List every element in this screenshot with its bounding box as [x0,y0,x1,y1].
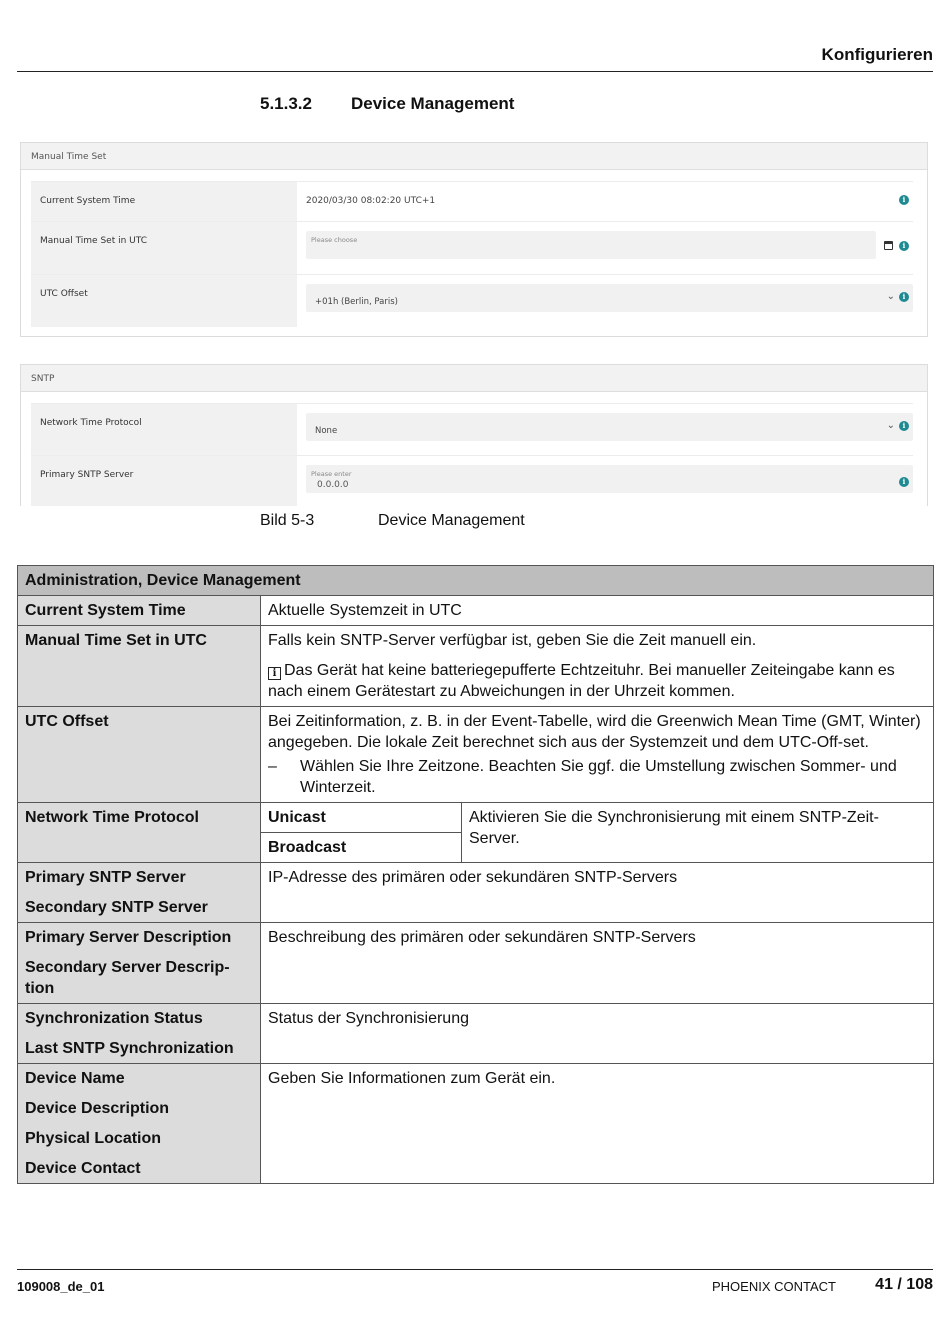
label-line: Secondary SNTP Server [25,899,208,916]
brand-name: PHOENIX CONTACT [712,1279,836,1294]
field-label: Current System Time [31,182,297,221]
note [268,660,926,702]
current-system-time-row [31,182,913,222]
bullet-text: Wählen Sie Ihre Zeitzone. Beachten Sie ggf. die Umstellung zwischen Sommer- und Winterzeit. [300,758,897,796]
label-line: Device Name [25,1070,125,1087]
input-placeholder: Please enter [311,470,352,478]
input-placeholder: Please choose [311,236,358,244]
row-description: Geben Sie Informationen zum Gerät ein. [261,1064,934,1184]
table-row [18,863,934,923]
utc-offset-row [31,275,913,327]
row-label [18,923,261,1004]
row-description: Status der Synchronisierung [261,1004,934,1064]
chevron-down-icon: ⌄ [886,420,895,431]
row-label: Manual Time Set in UTC [18,626,261,707]
chevron-down-icon: ⌄ [886,291,895,302]
table-row [18,1064,934,1184]
row-label [18,863,261,923]
info-icon[interactable]: i [899,421,909,431]
option-label: Broadcast [261,833,462,863]
row-label [18,1004,261,1064]
row-description [261,707,934,803]
panel-title: SNTP [21,365,927,392]
description-text: Bei Zeitinformation, z. B. in der Event-Tabelle, wird die Greenwich Mean Time (GMT, Winter) angegeben. Die lokale Zeit berechnet sich aus der Systemzeit und dem UTC-Off-set. [268,713,921,751]
label-line: Last SNTP Synchronization [25,1040,234,1057]
row-description: Aktuelle Systemzeit in UTC [261,596,934,626]
row-label: UTC Offset [18,707,261,803]
page-number: 41 / 108 [875,1276,933,1293]
manual-time-set-panel [20,142,928,337]
header-rule [17,71,933,72]
section-number: 5.1.3.2 [260,94,312,113]
field-label: UTC Offset [31,275,297,327]
figure-caption-text: Device Management [378,512,525,529]
primary-sntp-server-row [31,456,913,506]
label-line: Primary Server Description [25,929,232,946]
table-row [18,626,934,707]
row-label: Current System Time [18,596,261,626]
table-row [18,923,934,1004]
device-management-screenshot [18,140,930,506]
utc-offset-select[interactable] [306,284,913,312]
network-time-protocol-select[interactable] [306,413,913,441]
field-label: Manual Time Set in UTC [31,222,297,274]
row-description: Aktivieren Sie die Synchronisierung mit einem SNTP-Zeit-Server. [462,803,934,863]
row-label: Network Time Protocol [18,803,261,863]
running-header: Konfigurieren [821,45,933,64]
manual-time-row [31,222,913,275]
label-line: Device Contact [25,1160,141,1177]
note-text: Das Gerät hat keine batteriegepufferte Echtzeituhr. Bei manueller Zeiteingabe kann es nach einem Gerätestart zu Abweichungen in der Uhrzeit kommen. [268,662,895,700]
info-icon[interactable]: i [899,241,909,251]
ntp-value: None [315,426,338,436]
row-description [261,626,934,707]
manual-time-input[interactable] [306,231,876,259]
label-line: Device Description [25,1100,170,1117]
device-management-table [17,565,934,1184]
label-line: Physical Location [25,1130,162,1147]
section-title: Device Management [351,94,515,113]
bullet-mark: – [268,758,277,775]
description-text: Falls kein SNTP-Server verfügbar ist, geben Sie die Zeit manuell ein. [268,632,757,649]
document-id: 109008_de_01 [17,1279,105,1294]
sntp-panel [20,364,928,506]
network-time-protocol-row [31,404,913,456]
primary-sntp-server-value: 0.0.0.0 [317,480,349,490]
field-label: Primary SNTP Server [31,456,297,506]
option-label: Unicast [261,803,462,833]
figure-caption-label: Bild 5-3 [260,512,315,529]
info-icon[interactable]: i [899,292,909,302]
current-system-time-value: 2020/03/30 08:02:20 UTC+1 [306,196,436,206]
row-description: Beschreibung des primären oder sekundären SNTP-Servers [261,923,934,1004]
info-icon[interactable]: i [899,195,909,205]
field-label: Network Time Protocol [31,404,297,455]
footer-rule [17,1269,933,1270]
panel-title: Manual Time Set [21,143,927,170]
utc-offset-value: +01h (Berlin, Paris) [315,297,398,307]
info-icon[interactable]: i [899,477,909,487]
label-line: Synchronization Status [25,1010,203,1027]
table-row [18,803,934,833]
label-line: Secondary Server Descrip-tion [25,959,230,997]
primary-sntp-server-input[interactable] [306,465,913,493]
row-label [18,1064,261,1184]
info-note-icon: i [268,667,281,680]
label-line: Primary SNTP Server [25,869,186,886]
row-description: IP-Adresse des primären oder sekundären SNTP-Servers [261,863,934,923]
table-row [18,1004,934,1064]
table-row [18,596,934,626]
table-row [18,707,934,803]
table-header: Administration, Device Management [18,566,934,596]
bullet-item [268,756,926,798]
calendar-icon[interactable] [884,241,893,250]
